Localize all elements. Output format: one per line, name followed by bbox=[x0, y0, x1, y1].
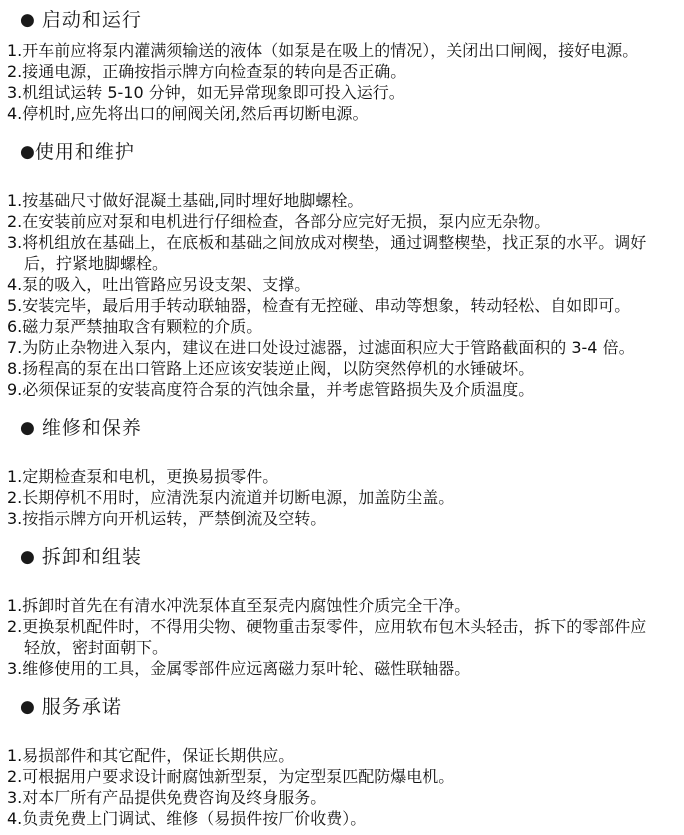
bullet-icon: ● bbox=[20, 10, 35, 30]
list-item: 2.更换泵机配件时，不得用尖物、硬物重击泵零件，应用软布包木头轻击，拆下的零部件应轻放，密封面朝下。 bbox=[7, 617, 647, 657]
list-item: 2.接通电源，正确按指示牌方向检查泵的转向是否正确。 bbox=[7, 62, 407, 81]
section-startup-operation bbox=[0, 8, 684, 124]
section-heading bbox=[20, 140, 684, 164]
section-title: 拆卸和组装 bbox=[34, 546, 142, 568]
list-item: 1.定期检查泵和电机，更换易损零件。 bbox=[7, 467, 279, 486]
section-heading bbox=[20, 695, 684, 719]
section-use-maintenance bbox=[0, 140, 684, 400]
list-item: 3.对本厂所有产品提供免费咨询及终身服务。 bbox=[7, 788, 327, 807]
section-heading bbox=[20, 545, 684, 569]
list-item: 7.为防止杂物进入泵内，建议在进口处设过滤器，过滤面积应大于管路截面积的 3-4 倍。 bbox=[7, 338, 635, 357]
list-item: 1.拆卸时首先在有清水冲洗泵体直至泵壳内腐蚀性介质完全干净。 bbox=[7, 596, 471, 615]
list-item: 8.扬程高的泵在出口管路上还应该安装逆止阀，以防突然停机的水锤破坏。 bbox=[7, 359, 535, 378]
manual-document bbox=[0, 8, 684, 829]
section-repair-upkeep bbox=[0, 416, 684, 529]
list-item: 1.按基础尺寸做好混凝土基础,同时埋好地脚螺栓。 bbox=[7, 191, 364, 210]
item-list bbox=[7, 190, 655, 400]
section-title: 使用和维护 bbox=[34, 141, 135, 163]
section-title: 服务承诺 bbox=[34, 696, 122, 718]
list-item: 3.按指示牌方向开机运转，严禁倒流及空转。 bbox=[7, 509, 327, 528]
list-item: 1.易损部件和其它配件，保证长期供应。 bbox=[7, 746, 295, 765]
section-heading bbox=[20, 416, 684, 440]
item-list bbox=[7, 595, 655, 679]
list-item: 1.开车前应将泵内灌满须输送的液体（如泵是在吸上的情况），关闭出口闸阀，接好电源。 bbox=[7, 41, 639, 60]
list-item: 9.必须保证泵的安装高度符合泵的汽蚀余量，并考虑管路损失及介质温度。 bbox=[7, 380, 535, 399]
list-item: 4.负责免费上门调试、维修（易损件按厂价收费）。 bbox=[7, 809, 367, 828]
list-item: 2.长期停机不用时，应清洗泵内流道并切断电源，加盖防尘盖。 bbox=[7, 488, 455, 507]
item-list bbox=[7, 466, 655, 529]
section-title: 维修和保养 bbox=[34, 417, 142, 439]
list-item: 5.安装完毕，最后用手转动联轴器，检查有无控碰、串动等想象，转动轻松、自如即可。 bbox=[7, 296, 631, 315]
item-list bbox=[7, 40, 655, 124]
bullet-icon: ● bbox=[20, 142, 35, 162]
bullet-icon: ● bbox=[20, 547, 35, 567]
bullet-icon: ● bbox=[20, 697, 35, 717]
section-disassembly-assembly bbox=[0, 545, 684, 679]
list-item: 3.将机组放在基础上，在底板和基础之间放成对楔垫，通过调整楔垫，找正泵的水平。调好后，拧紧地脚螺栓。 bbox=[7, 233, 647, 273]
list-item: 3.机组试运转 5-10 分钟，如无异常现象即可投入运行。 bbox=[7, 83, 405, 102]
section-service-promise bbox=[0, 695, 684, 829]
section-heading bbox=[20, 8, 684, 32]
list-item: 2.在安装前应对泵和电机进行仔细检查，各部分应完好无损，泵内应无杂物。 bbox=[7, 212, 551, 231]
item-list bbox=[7, 745, 655, 829]
list-item: 4.停机时,应先将出口的闸阀关闭,然后再切断电源。 bbox=[7, 104, 369, 123]
list-item: 2.可根据用户要求设计耐腐蚀新型泵，为定型泵匹配防爆电机。 bbox=[7, 767, 455, 786]
section-title: 启动和运行 bbox=[34, 9, 142, 31]
list-item: 6.磁力泵严禁抽取含有颗粒的介质。 bbox=[7, 317, 263, 336]
list-item: 3.维修使用的工具，金属零部件应远离磁力泵叶轮、磁性联轴器。 bbox=[7, 659, 471, 678]
list-item: 4.泵的吸入，吐出管路应另设支架、支撑。 bbox=[7, 275, 311, 294]
bullet-icon: ● bbox=[20, 418, 35, 438]
